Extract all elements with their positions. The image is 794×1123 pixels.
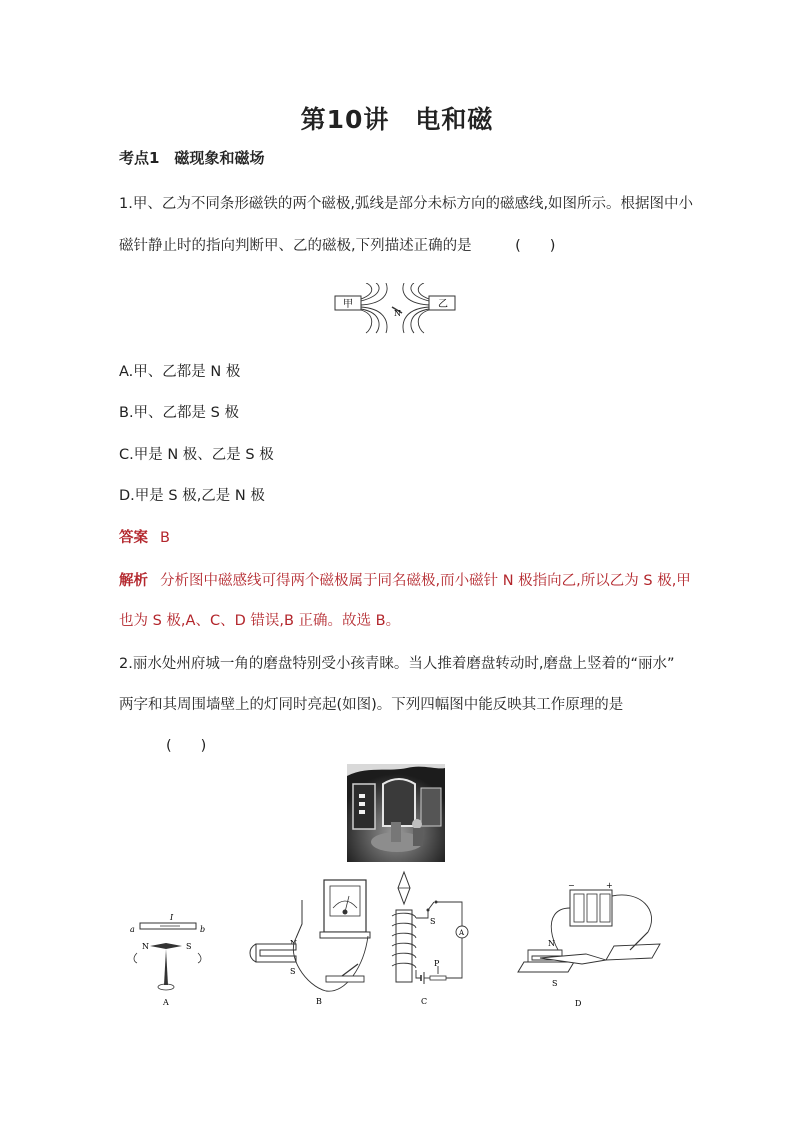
fig-c-switch: S <box>430 917 436 926</box>
fig-c-caption: C <box>421 997 428 1006</box>
q2-photo <box>347 764 445 862</box>
q1-stem-line2: 磁针静止时的指向判断甲、乙的磁极,下列描述正确的是 ( ) <box>119 238 556 254</box>
q2-stem-line3: ( ) <box>166 738 207 754</box>
q1-option-d: D.甲是 S 极,乙是 N 极 <box>119 488 265 504</box>
fig-d-plus: + <box>606 881 613 890</box>
q2-figure-c <box>384 870 474 1010</box>
q1-magnet-figure <box>332 283 462 335</box>
page-title: 第10讲 电和磁 <box>300 105 494 134</box>
q1-fig-right-label: 乙 <box>438 299 448 310</box>
q1-option-a: A.甲、乙都是 N 极 <box>119 364 241 380</box>
q2-figure-d <box>510 880 670 1010</box>
analysis-label: 解析 <box>119 573 148 589</box>
fig-a-label-a: a <box>130 925 135 934</box>
q1-analysis-line1 <box>119 569 691 590</box>
fig-a-caption: A <box>163 998 169 1007</box>
fig-d-n: N <box>548 939 555 948</box>
fig-c-ammeter: A <box>459 929 465 937</box>
q1-option-c: C.甲是 N 极、乙是 S 极 <box>119 447 274 463</box>
answer-label: 答案 <box>119 530 148 546</box>
q2-figure-b <box>246 876 376 1010</box>
fig-c-slider: P <box>434 959 440 968</box>
q1-answer <box>119 526 170 547</box>
q1-analysis-line2: 也为 S 极,A、C、D 错误,B 正确。故选 B。 <box>119 613 401 629</box>
analysis-text-1: 分析图中磁感线可得两个磁极属于同名磁极,而小磁针 N 极指向乙,所以乙为 S 极,甲 <box>160 573 691 589</box>
q1-stem-line1: 1.甲、乙为不同条形磁铁的两个磁极,弧线是部分未标方向的磁感线,如图所示。根据图中小 <box>119 196 694 212</box>
fig-a-needle-s: S <box>186 942 192 951</box>
fig-a-needle-n: N <box>142 942 149 951</box>
answer-value: B <box>160 530 170 546</box>
q2-stem-line1: 2.丽水处州府城一角的磨盘特别受小孩青睐。当人推着磨盘转动时,磨盘上竖着的“丽水” <box>119 656 675 672</box>
fig-a-label-b: b <box>200 925 206 934</box>
q2-stem-line2: 两字和其周围墙壁上的灯同时亮起(如图)。下列四幅图中能反映其工作原理的是 <box>119 697 624 713</box>
fig-b-caption: B <box>316 997 322 1006</box>
fig-d-minus: − <box>568 881 575 890</box>
q2-figure-a <box>128 905 210 1010</box>
fig-d-caption: D <box>575 999 582 1008</box>
section-heading: 考点1 磁现象和磁场 <box>119 149 265 167</box>
q1-option-b: B.甲、乙都是 S 极 <box>119 405 239 421</box>
fig-b-s: S <box>290 967 296 976</box>
q1-fig-left-label: 甲 <box>343 299 353 310</box>
fig-d-s: S <box>552 979 558 988</box>
fig-a-current: I <box>170 913 174 922</box>
q1-fig-needle-label: N <box>394 309 401 318</box>
